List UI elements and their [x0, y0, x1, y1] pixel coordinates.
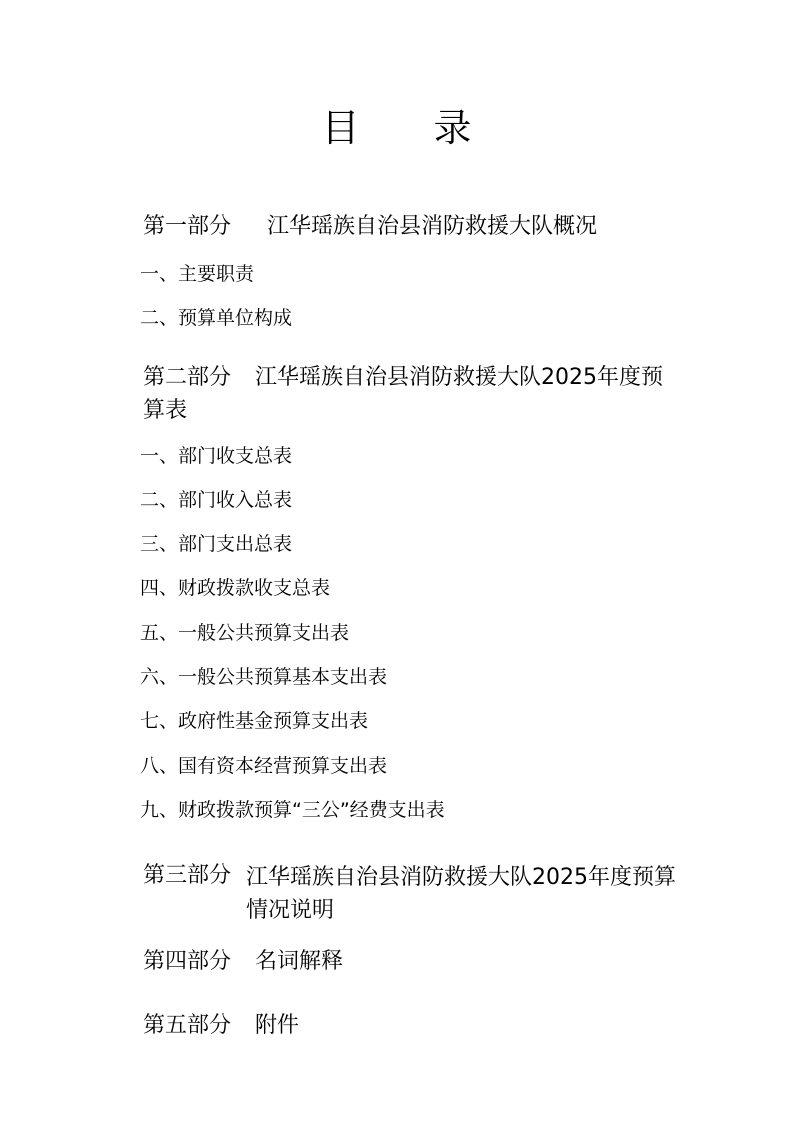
part5-label: 第五部分	[143, 1013, 232, 1038]
part2-heading-line2[interactable]: 算表	[143, 398, 188, 423]
part3-text-line1[interactable]: 江华瑶族自治县消防救援大队2025年度预算	[246, 865, 676, 890]
part2-item-7[interactable]: 七、政府性基金预算支出表	[140, 710, 369, 732]
part2-item-2[interactable]: 二、部门收入总表	[140, 489, 293, 511]
part3-text-line2[interactable]: 情况说明	[246, 898, 335, 923]
part4-text: 名词解释	[255, 949, 344, 974]
part2-item-8[interactable]: 八、国有资本经营预算支出表	[140, 755, 388, 777]
part1-text: 江华瑶族自治县消防救援大队概况	[267, 214, 598, 239]
part2-item-4[interactable]: 四、财政拨款收支总表	[140, 577, 331, 599]
part1-item-1[interactable]: 一、主要职责	[140, 263, 255, 285]
part1-label: 第一部分	[143, 214, 232, 239]
part5-heading[interactable]	[143, 1011, 299, 1041]
part4-heading[interactable]	[143, 947, 343, 977]
toc-title	[0, 100, 793, 156]
part2-item-6[interactable]: 六、一般公共预算基本支出表	[140, 666, 388, 688]
part5-text: 附件	[255, 1013, 300, 1038]
title-char-1: 目	[321, 106, 360, 150]
part2-item-9[interactable]: 九、财政拨款预算“三公”经费支出表	[140, 799, 445, 821]
part4-label: 第四部分	[143, 949, 232, 974]
part2-item-1[interactable]: 一、部门收支总表	[140, 445, 293, 467]
part1-item-2[interactable]: 二、预算单位构成	[140, 307, 293, 329]
title-char-2: 录	[433, 106, 472, 150]
part3-label[interactable]: 第三部分	[143, 863, 232, 888]
part1-heading[interactable]	[143, 212, 597, 242]
part2-label: 第二部分	[143, 365, 232, 390]
part2-heading-line1[interactable]	[143, 363, 663, 393]
part2-item-5[interactable]: 五、一般公共预算支出表	[140, 622, 350, 644]
part2-item-3[interactable]: 三、部门支出总表	[140, 533, 293, 555]
part2-text-line1: 江华瑶族自治县消防救援大队2025年度预	[255, 365, 664, 390]
